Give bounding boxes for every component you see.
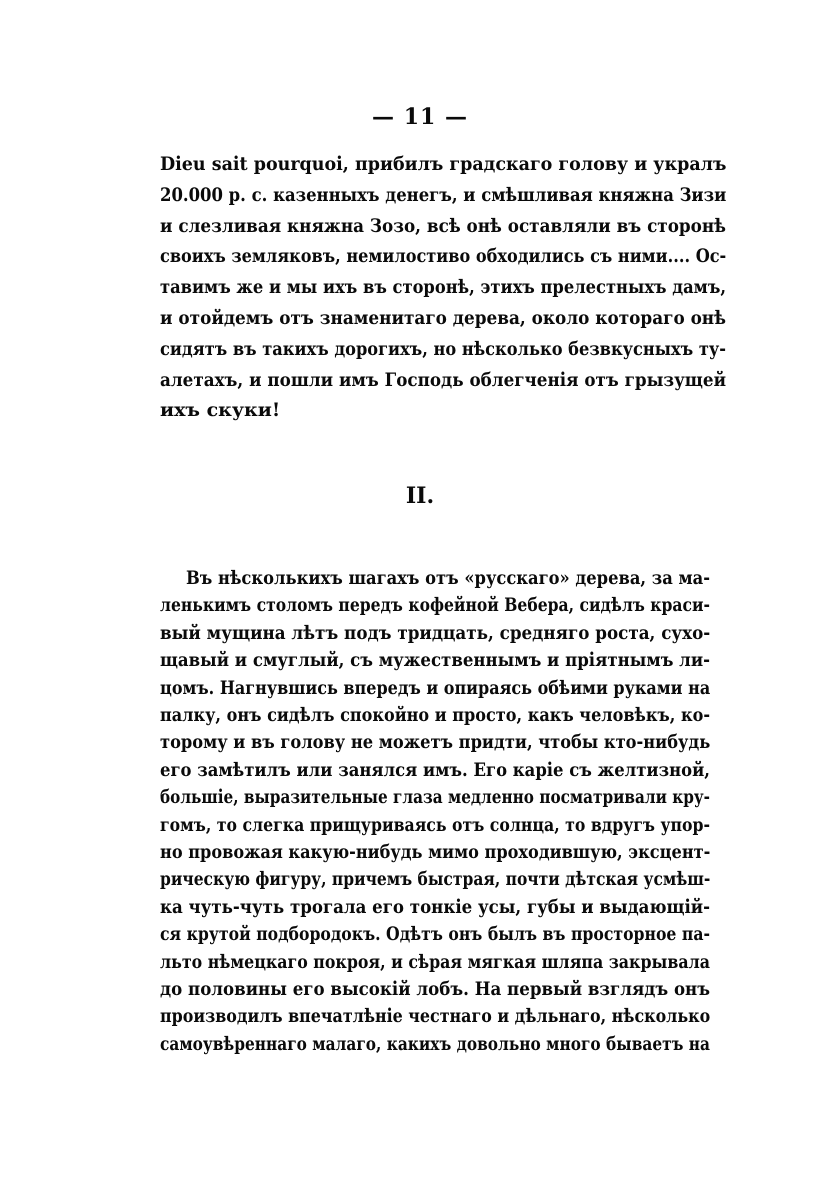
text-line-content: производилъ впечатлѣніе честнаго и дѣльнаго, нѣсколько xyxy=(160,1005,710,1028)
section-heading: II. xyxy=(405,483,435,509)
text-line-content: алетахъ, и пошли имъ Господь облегченія отъ грызущей xyxy=(160,368,726,391)
text-line-content: льто нѣмецкаго покроя, и сѣрая мягкая шляпа закрывала xyxy=(160,950,710,973)
text-line-content: самоувѣреннаго малаго, какихъ довольно много бываетъ на xyxy=(160,1032,710,1055)
text-line-content: цомъ. Нагнувшись впередъ и опираясь обѣими руками на xyxy=(160,676,710,699)
text-line-content: большіе, выразительные глаза медленно посматривали кру- xyxy=(160,786,710,809)
text-line-content: сидятъ въ такихъ дорогихъ, но нѣсколько безвкусныхъ ту- xyxy=(160,337,726,360)
text-line-content: ка чуть-чуть трогала его тонкіе усы, губы и выдающій- xyxy=(160,895,710,918)
text-line-content: но провожая какую-нибудь мимо проходившую, эксцент- xyxy=(160,841,710,863)
page-number: — 11 — xyxy=(372,104,468,130)
text-line-content: и слезливая княжна Зозо, всѣ онѣ оставляли въ сторонѣ xyxy=(160,214,726,237)
text-line-content: ихъ скуки! xyxy=(160,399,280,422)
text-line-content: вый мущина лѣтъ подъ тридцать, средняго роста, сухо- xyxy=(160,621,710,644)
text-line-content: щавый и смуглый, съ мужественнымъ и пріятнымъ ли- xyxy=(160,649,710,672)
text-line-content: ленькимъ столомъ передъ кофейной Вебера, сидѣлъ краси- xyxy=(160,594,710,617)
text-line-content: 20.000 р. с. казенныхъ денегъ, и смѣшливая княжна Зизи xyxy=(160,183,726,206)
text-line-content: гомъ, то слегка прищуриваясь отъ солнца, то вдругъ упор- xyxy=(160,813,710,836)
text-line-content: палку, онъ сидѣлъ спокойно и просто, какъ человѣкъ, ко- xyxy=(160,704,710,726)
text-line-content: его замѣтилъ или занялся имъ. Его каріе съ желтизной, xyxy=(160,758,710,781)
text-line-content: своихъ земляковъ, немилостиво обходились съ ними.... Ос- xyxy=(160,245,726,268)
text-line-content: торому и въ голову не можетъ придти, чтобы кто-нибудь xyxy=(160,731,710,754)
text-line-content: и отойдемъ отъ знаменитаго дерева, около котораго онѣ xyxy=(160,307,726,329)
text-line-content: Dieu sait pourquoi, прибилъ градскаго голову и укралъ xyxy=(160,153,726,175)
text-line-content: рическую фигуру, причемъ быстрая, почти дѣтская усмѣш- xyxy=(160,868,710,891)
text-line-content: Въ нѣсколькихъ шагахъ отъ «русскаго» дерева, за ма- xyxy=(186,567,710,589)
text-line-content: ся крутой подбородокъ. Одѣтъ онъ былъ въ просторное па- xyxy=(160,923,710,946)
text-line-content: до половины его высокій лобъ. На первый взглядъ онъ xyxy=(160,978,710,1000)
text-line-content: тавимъ же и мы ихъ въ сторонѣ, этихъ прелестныхъ дамъ, xyxy=(160,276,726,299)
